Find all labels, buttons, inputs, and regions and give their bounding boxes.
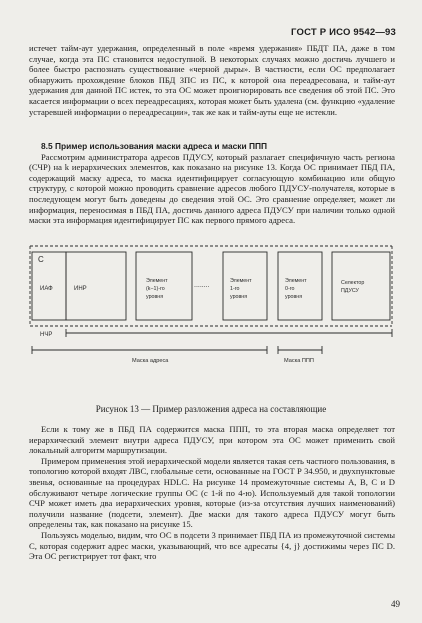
paragraph: Если к тому же в ПБД ПА содержится маска ППП, то эта вторая маска определяет тот иерархический элемент внутри адреса ПДУСУ, при котором эта ОС может применить свой локальный алгоритм маршрутизации.	[29, 424, 395, 456]
paragraph: Пользуясь моделью, видим, что ОС в подсети 3 принимает ПБД ПА из промежуточной системы С, которая содержит адрес маски, указывающий, что все адресаты {4, j} достижимы через ПС D. Эта ОС регистрирует тот факт, что	[29, 529, 395, 562]
label-c: С	[38, 255, 44, 264]
paragraph-block-3	[29, 424, 395, 562]
section-heading: 8.5 Пример использования маски адреса и маски ППП	[41, 141, 268, 151]
paragraph: Рассмотрим администратора адресов ПДУСУ, который разлагает специфичную часть региона (СЧР) на k иерархических элементов, как показано на рисунке 13. Когда ОС принимает ПБД ПА, содержащий маску адреса, то маска идентифицирует согласующую комбинацию или общую структуру, с которой можно проводить сравнение адресов любого ПДУСУ-получателя, которые в последующем могут быть доведены до сведения этой ОС. Это сравнение определяет, может ли информация, переносимая в ПБД ПА, достичь данного адреса ПДУСУ при наличии только одной маски эта информация идентифицирует ПС как первого прямого адреса.	[29, 151, 395, 226]
cell-selector: Селектор ПДУСУ	[341, 280, 365, 294]
address-decomposition-figure	[0, 232, 422, 404]
cell-inr: ИНР	[74, 286, 87, 292]
figure-caption: Рисунок 13 — Пример разложения адреса на составляющие	[95, 404, 327, 414]
cell-element-0: Элемент 0-го уровня	[285, 278, 307, 300]
mask-address-label: Маска адреса	[132, 358, 169, 364]
cell-iaf: ИАФ	[40, 286, 53, 292]
cell-element-1: Элемент 1-го уровня	[230, 278, 252, 300]
selector-box	[332, 252, 390, 320]
page-number: 49	[391, 599, 400, 609]
paragraph: истечет тайм-аут удержания, определенный в поле «время удержания» ПБДТ ПА, даже в том случае, когда эта ПС становится недоступной. В некоторых случаях можно достичь лучшего и более быстро распознать существование «черной дыры». В частности, если ОС предполагает обнаружить прохождение блоков ПБД ЗПС из ПС, к которой она переадресована, и тайм-аут удержания для данной ПС истек, то эта ОС может проигнорировать все сведения об этой ПС. Это касается информации о всех переадресациях, которая может быть удалена (см. функцию «удаление устаревшей информации о переадресации», так же как и тайм-ауты еще не истекли.	[29, 43, 395, 117]
mask-ppp-label: Маска ППП	[284, 358, 314, 364]
section-8-5	[29, 141, 395, 226]
nchr-label: НЧР	[40, 332, 53, 338]
paragraph-block-1	[29, 43, 395, 117]
running-header: ГОСТ Р ИСО 9542—93	[291, 27, 396, 38]
cell-element-k-1: Элемент (k−1)-го уровня	[146, 278, 168, 300]
dots: ........	[194, 282, 210, 289]
paragraph: Примером применения этой иерархической модели является такая сеть частного пользования, в топологию которой входят ЛВС, глобальные сети, основанные на ГОСТ Р 34.950, и двухпунктовые звенья, основанные на процедурах HDLC. На рисунке 14 промежуточные системы A, B, C и D обслуживают четыре логические группы ОС (с 1-й по 4-ю). Используемый для такой топологии СЧР может иметь два иерархических уровня, которые (из-за отсутствия лучших наименований) получили название (подсети, элемент). Две маски для такого адреса ПДУСУ могут быть определены так, как показано на рисунке 15.	[29, 455, 395, 530]
